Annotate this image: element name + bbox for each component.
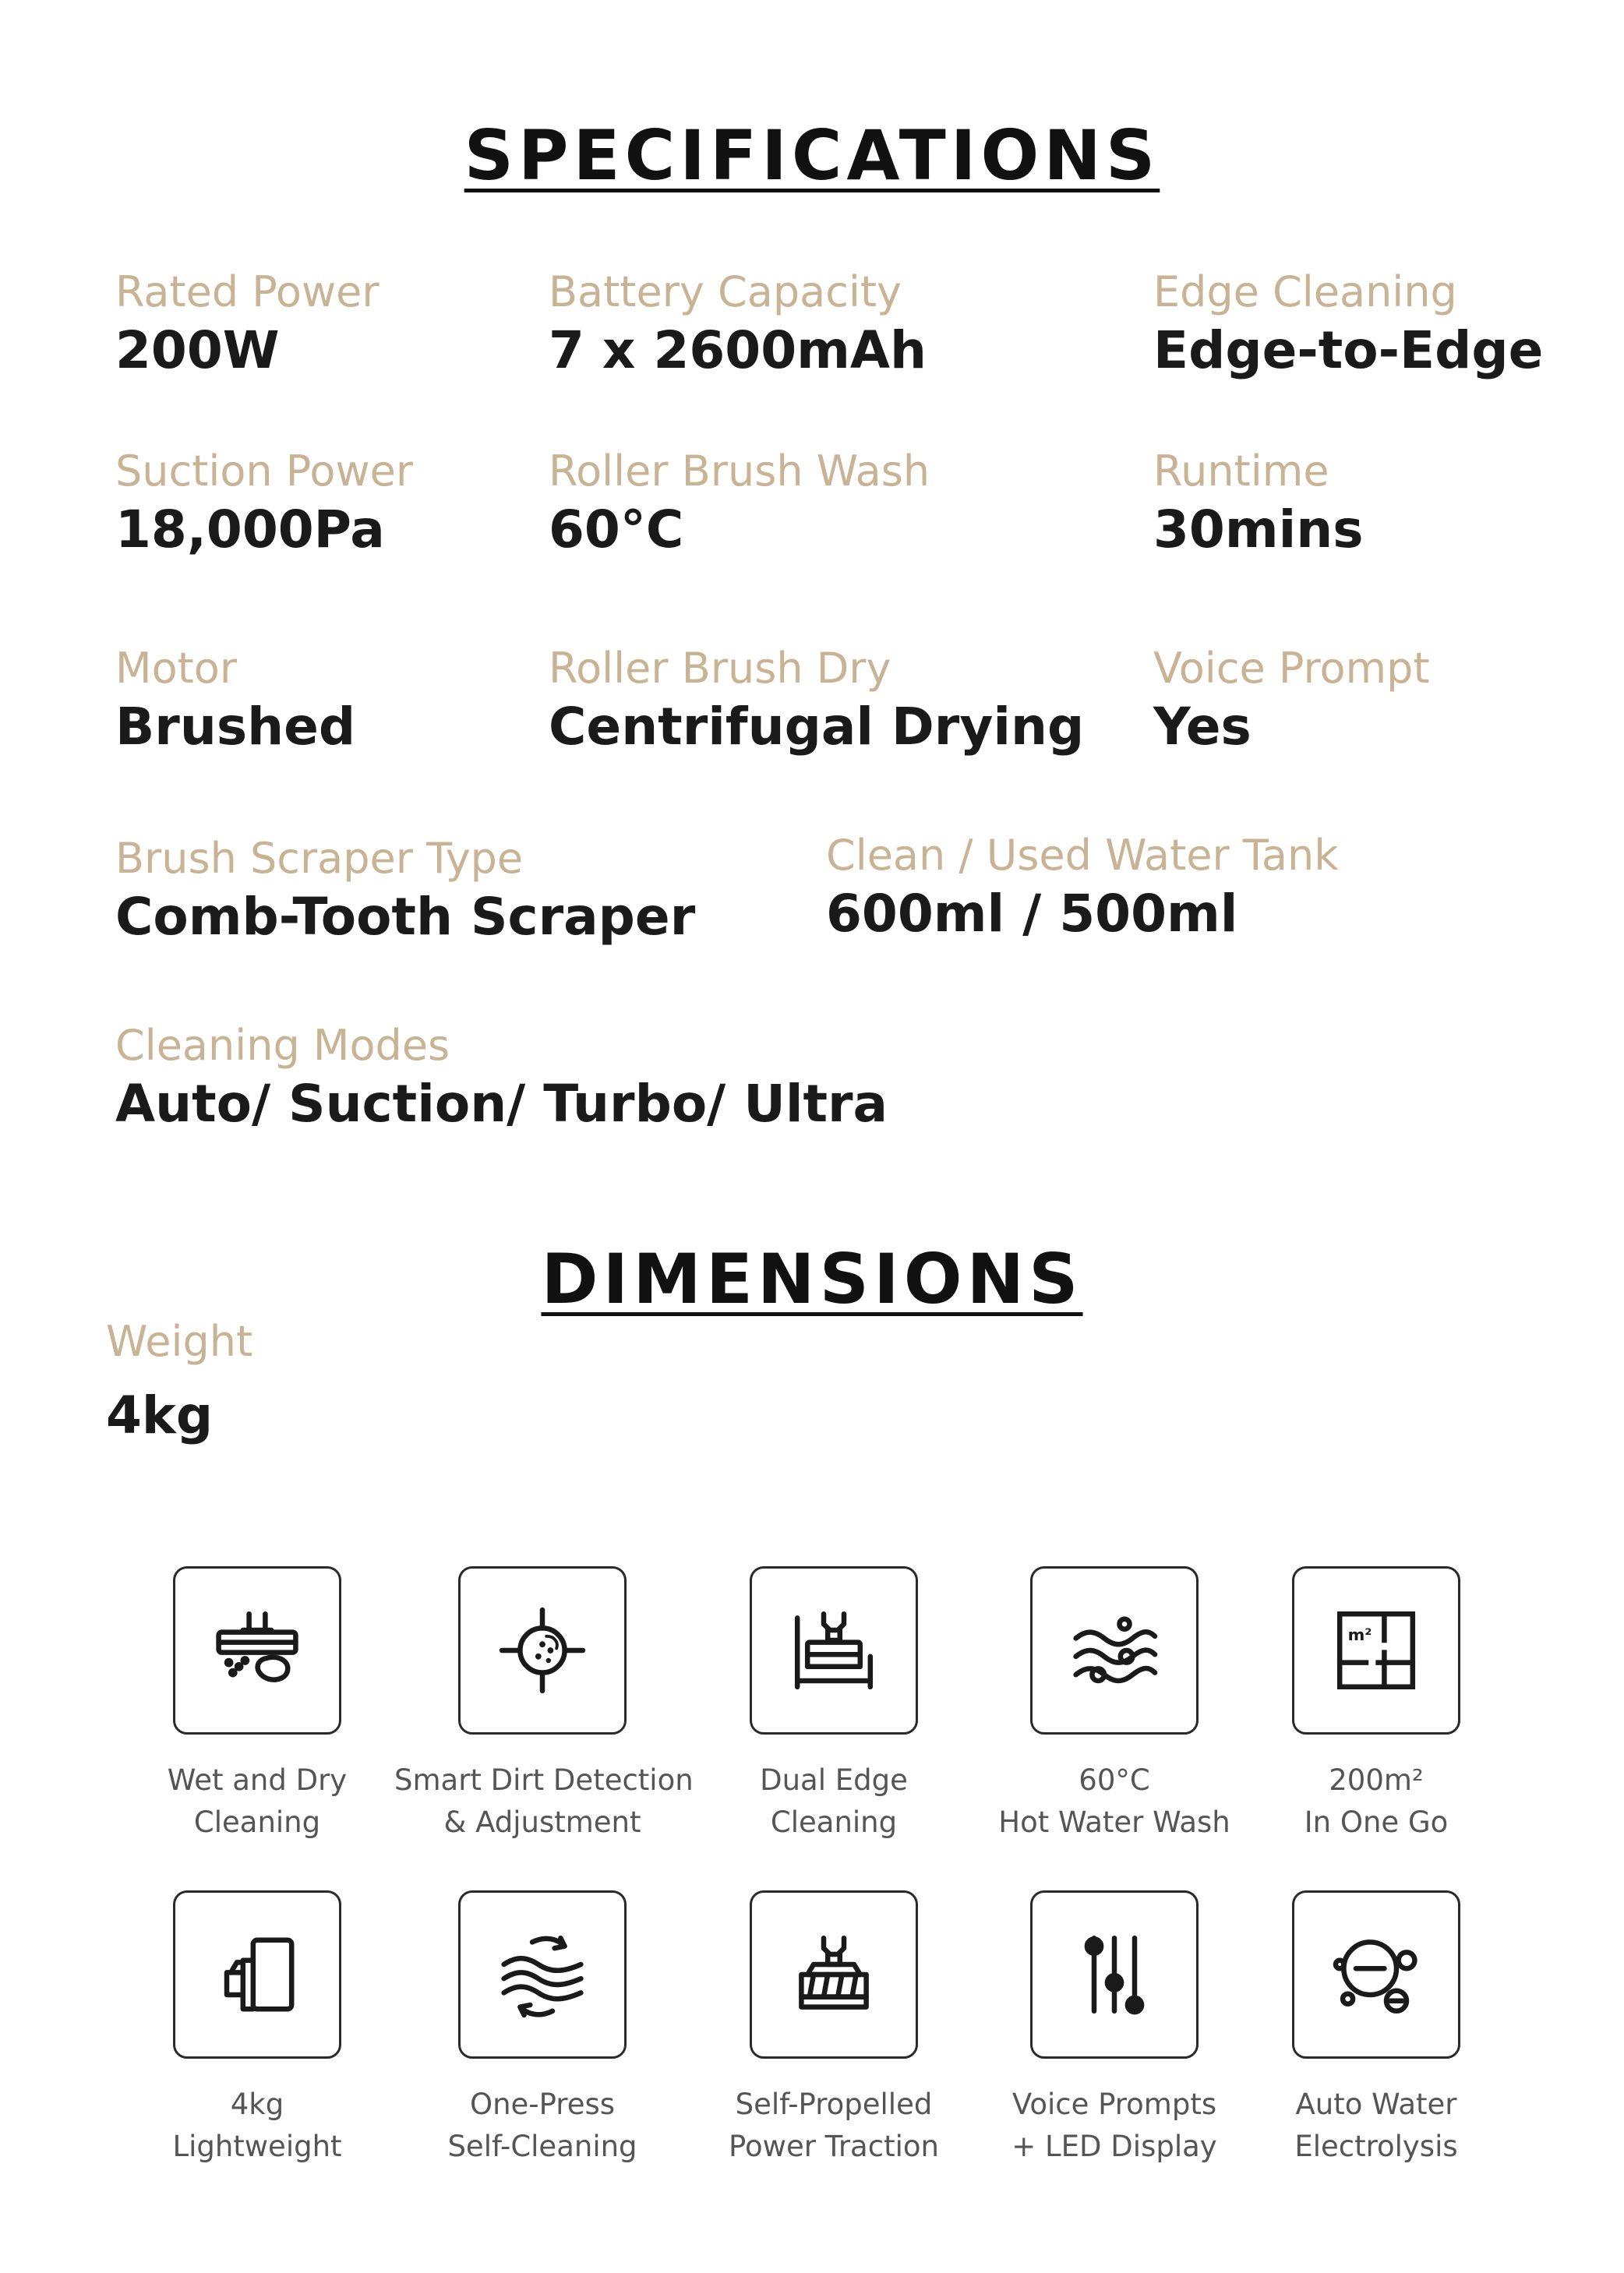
dimension-weight [106, 1317, 252, 1446]
spec-battery-capacity [549, 267, 927, 381]
self-cleaning-icon [492, 1924, 593, 2025]
spec-value: 600ml / 500ml [826, 883, 1238, 944]
spec-label: Roller Brush Wash [549, 446, 930, 496]
spec-label: Cleaning Modes [115, 1021, 450, 1070]
feature-icon-box [750, 1890, 918, 2059]
feature-power-traction [686, 1890, 982, 2169]
feature-caption: Auto Water Electrolysis [1294, 2088, 1458, 2164]
spec-roller-brush-dry [549, 644, 1084, 757]
feature-caption: 60°C Hot Water Wash [998, 1763, 1230, 1840]
spec-value: 7 x 2600mAh [549, 319, 927, 380]
feature-icon-box [1292, 1890, 1460, 2059]
feature-wet-dry-cleaning [109, 1566, 405, 1844]
spec-roller-brush-wash [549, 446, 930, 560]
spec-cleaning-modes [115, 1021, 888, 1135]
svg-text:m²: m² [1347, 1625, 1372, 1644]
feature-caption: Self-Propelled Power Traction [729, 2088, 939, 2164]
spec-label: Battery Capacity [549, 267, 902, 316]
feature-icon-box [173, 1566, 341, 1735]
spec-label: Voice Prompt [1153, 644, 1430, 693]
hot-water-icon [1064, 1600, 1165, 1701]
feature-lightweight [109, 1890, 405, 2169]
spec-value: Edge-to-Edge [1153, 319, 1544, 380]
feature-water-electrolysis [1228, 1890, 1524, 2169]
spec-label: Suction Power [115, 446, 414, 496]
spec-label: Motor [115, 644, 238, 693]
feature-dirt-detection [394, 1566, 694, 1844]
feature-icon-box [458, 1890, 627, 2059]
spec-rated-power [115, 267, 380, 381]
feature-caption: One-Press Self-Cleaning [447, 2088, 637, 2164]
spec-value: Yes [1153, 696, 1252, 757]
specifications-heading: SPECIFICATIONS [464, 115, 1160, 196]
feature-voice-led [966, 1890, 1262, 2169]
spec-label: Rated Power [115, 267, 380, 316]
spec-value: 200W [115, 319, 280, 380]
spec-value: 60°C [549, 499, 684, 559]
feature-caption: 4kg Lightweight [172, 2088, 342, 2164]
electrolysis-icon [1326, 1924, 1427, 2025]
spec-value: Auto/ Suction/ Turbo/ Ultra [115, 1073, 888, 1134]
spec-label: Edge Cleaning [1153, 267, 1457, 316]
traction-icon [783, 1924, 884, 2025]
spec-value: Brushed [115, 696, 356, 757]
sliders-icon [1064, 1924, 1165, 2025]
spec-value: 30mins [1153, 499, 1364, 559]
feature-caption: Voice Prompts + LED Display [1011, 2088, 1217, 2164]
feature-icon-box [750, 1566, 918, 1735]
dimensions-heading: DIMENSIONS [541, 1239, 1083, 1319]
spec-label: Runtime [1153, 446, 1329, 496]
spec-water-tank [826, 831, 1339, 944]
feature-icon-box [1292, 1566, 1460, 1735]
spec-edge-cleaning [1153, 267, 1543, 381]
feature-icon-box [173, 1890, 341, 2059]
feature-hot-water-wash [966, 1566, 1262, 1844]
wet-dry-cleaning-icon [207, 1600, 308, 1701]
feature-caption: Dual Edge Cleaning [760, 1763, 908, 1840]
weight-value: 4kg [106, 1385, 214, 1445]
spec-label: Brush Scraper Type [115, 834, 524, 883]
weight-label: Weight [106, 1317, 253, 1366]
feature-self-cleaning [394, 1890, 690, 2169]
feature-dual-edge [686, 1566, 982, 1844]
feature-caption: Smart Dirt Detection & Adjustment [394, 1763, 694, 1840]
lightweight-icon [207, 1924, 308, 2025]
spec-value: Centrifugal Drying [549, 696, 1085, 757]
dirt-detection-icon [492, 1600, 593, 1701]
spec-motor [115, 644, 355, 757]
feature-icon-box [458, 1566, 627, 1735]
spec-label: Clean / Used Water Tank [826, 831, 1339, 880]
spec-brush-scraper-type [115, 834, 695, 948]
feature-caption: Wet and Dry Cleaning [167, 1763, 348, 1840]
spec-value: Comb-Tooth Scraper [115, 886, 696, 947]
spec-suction-power [115, 446, 413, 560]
spec-value: 18,000Pa [115, 499, 385, 559]
dual-edge-icon [783, 1600, 884, 1701]
feature-icon-box [1030, 1890, 1199, 2059]
feature-icon-box [1030, 1566, 1199, 1735]
spec-label: Roller Brush Dry [549, 644, 891, 693]
floor-plan-icon [1326, 1600, 1427, 1701]
feature-caption: 200m² In One Go [1304, 1763, 1449, 1840]
spec-runtime [1153, 446, 1364, 560]
spec-voice-prompt [1153, 644, 1430, 757]
feature-coverage [1228, 1566, 1524, 1844]
